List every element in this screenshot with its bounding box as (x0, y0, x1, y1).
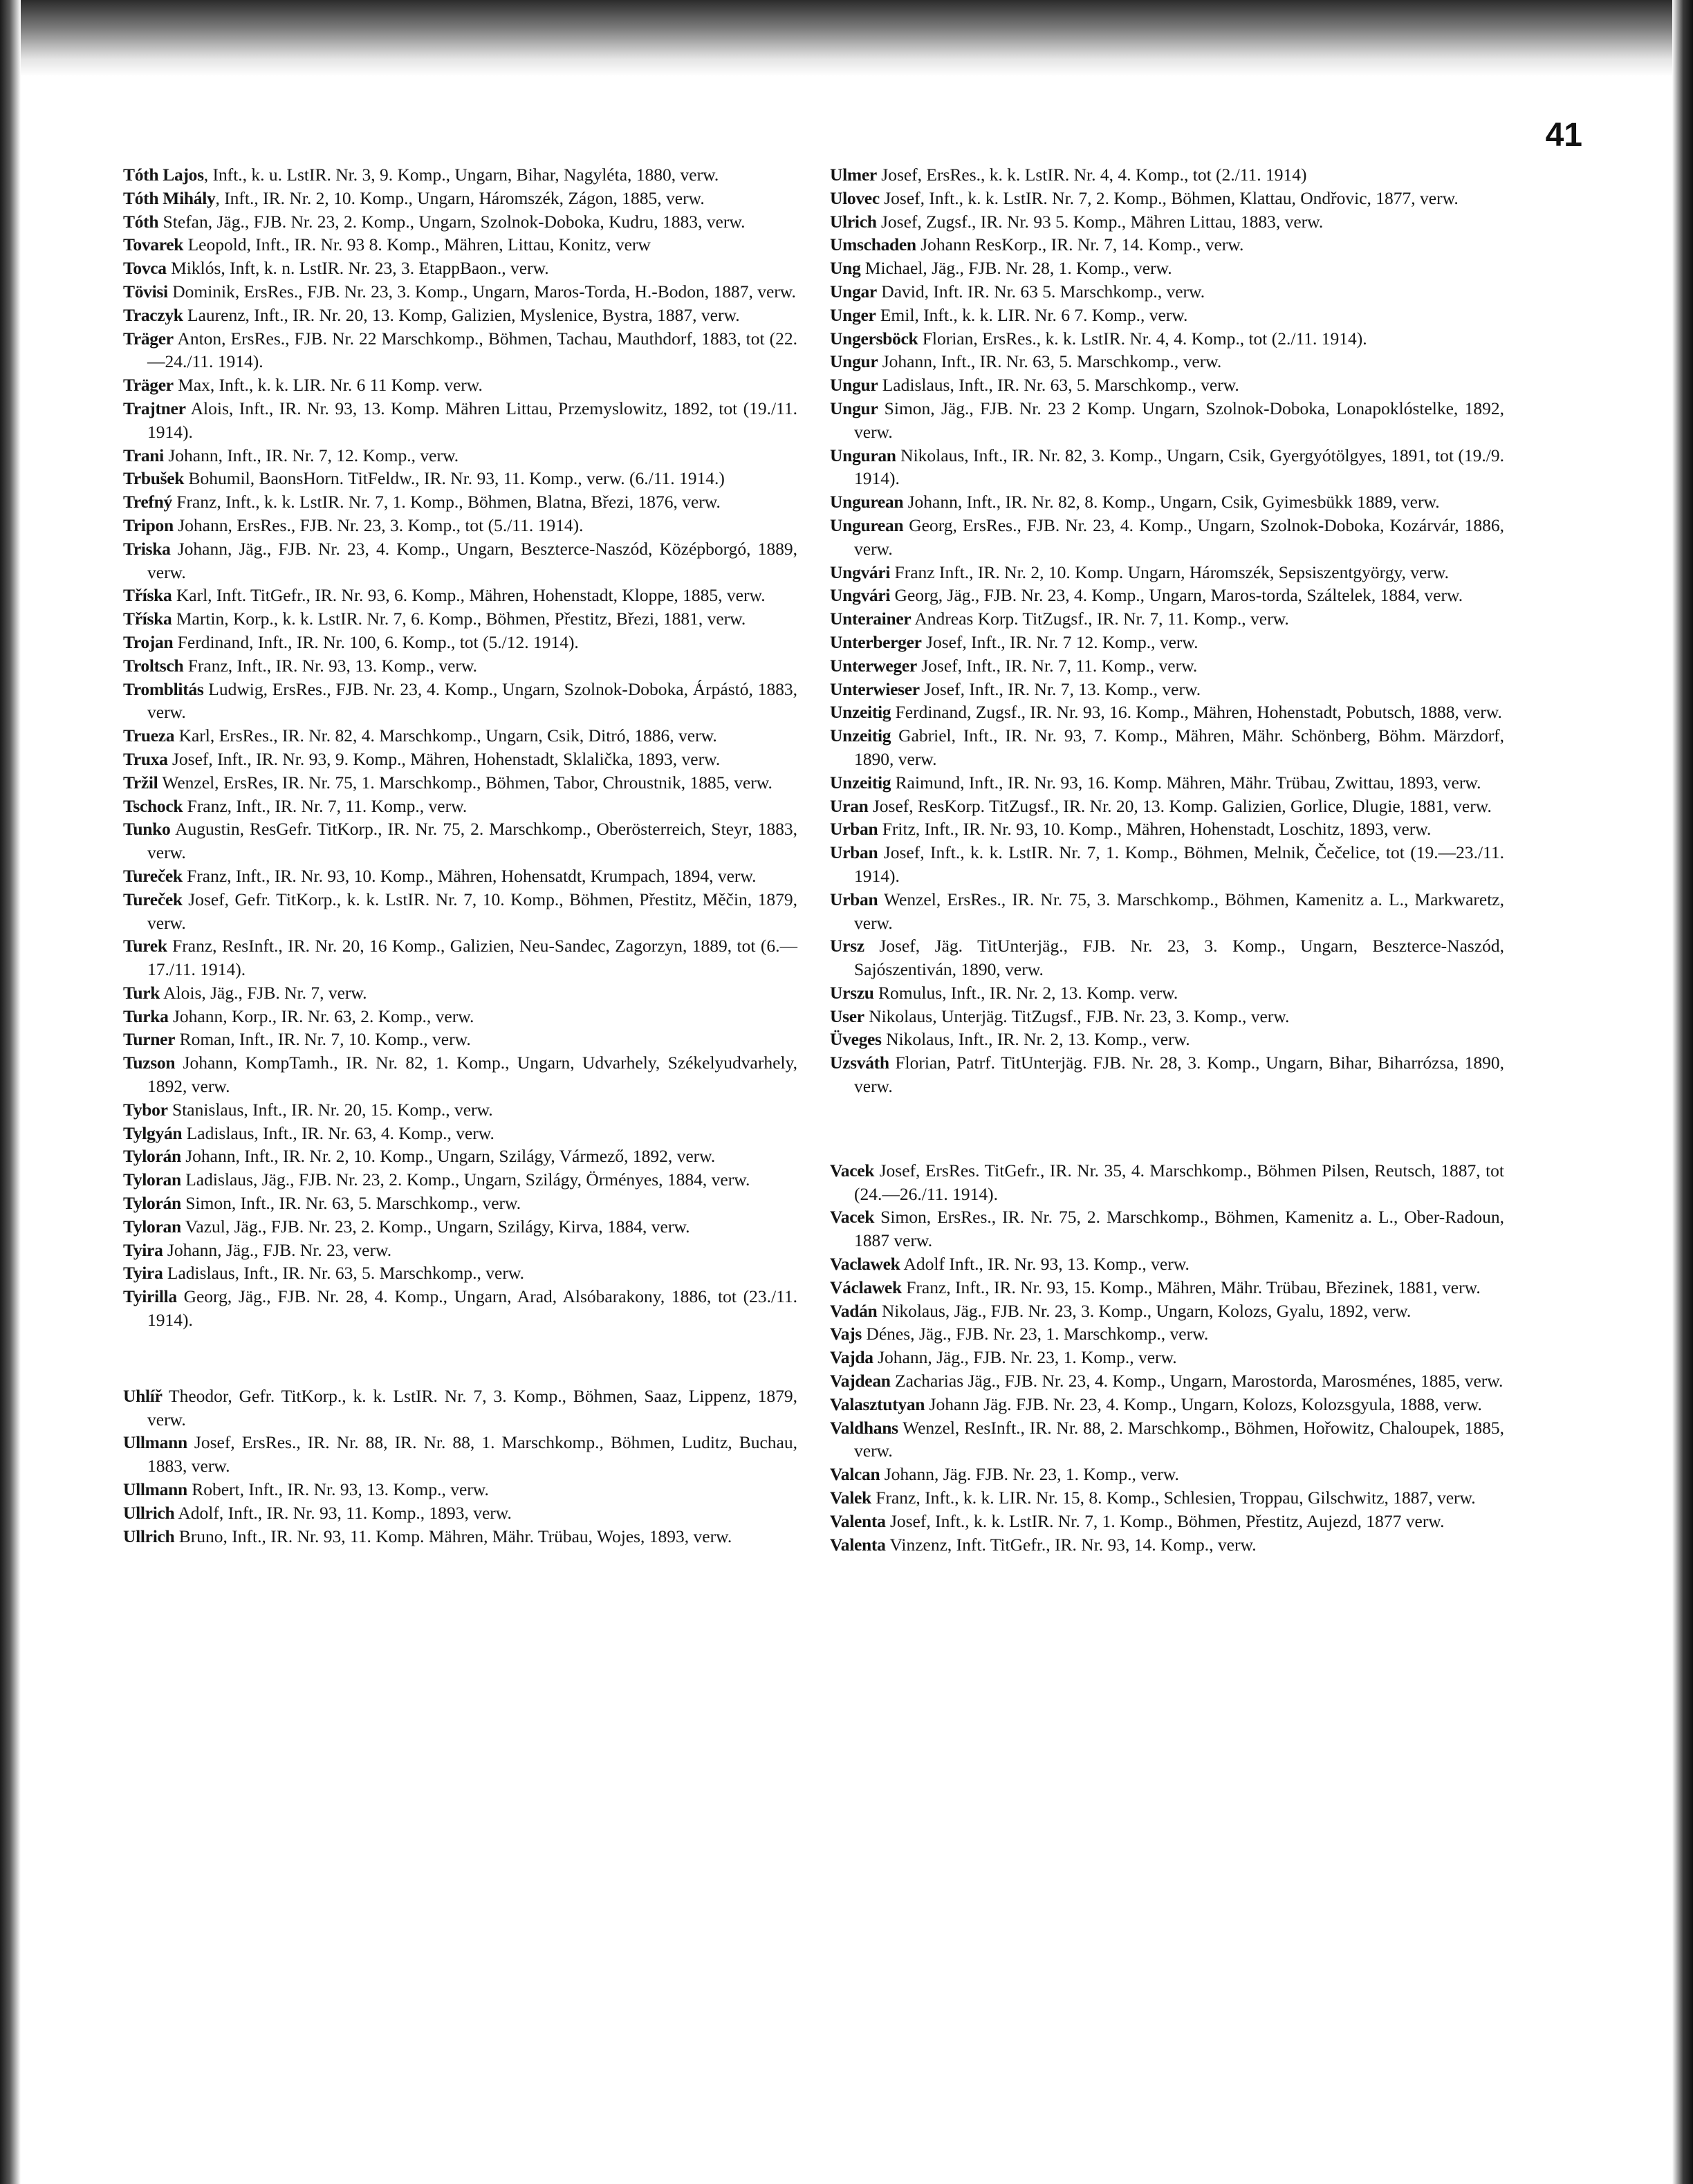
entry-details: Wenzel, ResInft., IR. Nr. 88, 2. Marschkomp., Böhmen, Hořowitz, Chaloupek, 1885, verw. (854, 1417, 1504, 1461)
entry-details: Johann, Inft., IR. Nr. 7, 12. Komp., verw. (163, 445, 459, 465)
entry-details: Johann, Jäg. FJB. Nr. 23, 1. Komp., verw. (880, 1464, 1179, 1485)
entry-details: Johann, Inft., IR. Nr. 82, 8. Komp., Ungarn, Csik, Gyimesbükk 1889, verw. (903, 492, 1440, 512)
entry-surname: Tržil (123, 772, 158, 793)
entry-details: Ladislaus, Inft., IR. Nr. 63, 4. Komp., verw. (182, 1122, 494, 1143)
entry-details: Florian, Patrf. TitUnterjäg. FJB. Nr. 28, 3. Komp., Ungarn, Bihar, Biharrózsa, 1890, verw. (854, 1053, 1504, 1097)
entry-details: Josef, Inft., k. k. LstIR. Nr. 7, 1. Komp., Böhmen, Melnik, Čečelice, tot (19.—23./11. 1914). (854, 842, 1504, 886)
entry-surname: Tschock (123, 795, 183, 816)
register-entry (830, 1028, 1504, 1051)
entry-surname: Valdhans (830, 1417, 898, 1438)
entry-details: Andreas Korp. TitZugsf., IR. Nr. 7, 11. Komp., verw. (911, 609, 1289, 629)
entry-details: Johann, ErsRes., FJB. Nr. 23, 3. Komp., tot (5./11. 1914). (173, 515, 584, 535)
register-entry (123, 1098, 797, 1122)
entry-details: Wenzel, ErsRes., IR. Nr. 75, 3. Marschkomp., Böhmen, Kamenitz a. L., Markwaretz, verw. (854, 889, 1504, 933)
register-entry (830, 350, 1504, 373)
register-entry (123, 210, 797, 234)
register-entry (123, 584, 797, 607)
entry-surname: Tureček (123, 865, 183, 886)
register-entry (830, 1252, 1504, 1276)
register-entry (123, 1145, 797, 1168)
register-entry (830, 654, 1504, 678)
register-entry (830, 1346, 1504, 1369)
entry-surname: Vadán (830, 1300, 878, 1321)
register-entry (123, 607, 797, 631)
register-entry (123, 280, 797, 304)
entry-details: Johann, Inft., IR. Nr. 2, 10. Komp., Ungarn, Szilágy, Vármező, 1892, verw. (181, 1146, 716, 1167)
scan-border-right (1672, 0, 1693, 2184)
register-entry (123, 678, 797, 725)
register-entry (123, 397, 797, 444)
entry-surname: Trbušek (123, 468, 185, 489)
register-entry (830, 607, 1504, 631)
entry-surname: Unger (830, 304, 876, 325)
register-entry (123, 257, 797, 280)
register-entry (830, 444, 1504, 491)
register-entry (830, 1005, 1504, 1028)
entry-surname: Vajda (830, 1347, 873, 1368)
register-entry (123, 1525, 797, 1548)
entry-details: Josef, Inft., IR. Nr. 93, 9. Komp., Mähren, Hohenstadt, Sklaličkа, 1893, verw. (167, 748, 721, 769)
entry-surname: Triska (123, 538, 171, 559)
entry-surname: Unzeitig (830, 702, 891, 723)
entry-surname: Unterwieser (830, 678, 920, 699)
entry-surname: Tříska (123, 585, 172, 606)
entry-details: Gabriel, Inft., IR. Nr. 93, 7. Komp., Mähren, Mähr. Schönberg, Böhm. Märzdorf, 1890, verw. (854, 725, 1504, 769)
entry-details: Adolf Inft., IR. Nr. 93, 13. Komp., verw. (900, 1254, 1190, 1275)
register-entry (830, 1051, 1504, 1098)
entry-details: Stanislaus, Inft., IR. Nr. 20, 15. Komp., verw. (167, 1099, 493, 1120)
entry-details: Ladislaus, Jäg., FJB. Nr. 23, 2. Komp., Ungarn, Szilágy, Örményes, 1884, verw. (181, 1169, 750, 1190)
register-entry (830, 1276, 1504, 1299)
entry-details: Josef, ErsRes., k. k. LstIR. Nr. 4, 4. Komp., tot (2./11. 1914) (876, 165, 1307, 185)
register-entry (123, 1215, 797, 1239)
entry-surname: Ullrich (123, 1502, 175, 1523)
entry-surname: Valcan (830, 1464, 880, 1485)
entry-surname: Tovarek (123, 234, 184, 255)
register-entry (123, 817, 797, 864)
entry-details: Miklós, Inft, k. n. LstIR. Nr. 23, 3. EtappBaon., verw. (166, 258, 549, 279)
entry-surname: Urban (830, 842, 878, 863)
entry-details: Franz, Inft., IR. Nr. 93, 13. Komp., verw. (183, 655, 478, 676)
entry-surname: Uran (830, 795, 869, 816)
right-column (830, 163, 1504, 1556)
entry-surname: Vajdean (830, 1371, 891, 1391)
register-entry (123, 233, 797, 257)
entry-surname: Tóth Lajos (123, 165, 204, 185)
register-entry (830, 701, 1504, 724)
section-gap (830, 1098, 1504, 1159)
entry-surname: Václawek (830, 1277, 902, 1297)
entry-surname: Unterainer (830, 609, 912, 629)
entry-surname: Tyirilla (123, 1286, 177, 1307)
register-entry (123, 724, 797, 748)
entry-details: Josef, ErsRes., IR. Nr. 88, IR. Nr. 88, 1. Marschkomp., Böhmen, Luditz, Buchau, 1883, verw. (147, 1432, 797, 1477)
entry-details: Johann, Inft., IR. Nr. 63, 5. Marschkomp., verw. (878, 351, 1222, 372)
register-entry (830, 981, 1504, 1005)
entry-surname: Turk (123, 982, 160, 1003)
entry-surname: Tuzson (123, 1053, 176, 1073)
entry-surname: Valenta (830, 1534, 886, 1555)
entry-surname: Ungur (830, 351, 878, 372)
register-entry (830, 514, 1504, 561)
entry-details: Max, Inft., k. k. LIR. Nr. 6 11 Komp. verw. (173, 375, 483, 396)
entry-surname: Tunko (123, 819, 171, 840)
entry-surname: Trefný (123, 492, 172, 512)
entry-details: Georg, Jäg., FJB. Nr. 23, 4. Komp., Ungarn, Maros-torda, Száltelek, 1884, verw. (890, 585, 1463, 606)
entry-details: Franz, Inft., IR. Nr. 7, 11. Komp., verw. (183, 795, 468, 816)
entry-details: Emil, Inft., k. k. LIR. Nr. 6 7. Komp., verw. (876, 304, 1188, 325)
register-entry (830, 934, 1504, 981)
entry-surname: User (830, 1006, 864, 1026)
entry-details: Josef, Jäg. TitUnterjäg., FJB. Nr. 23, 3. Komp., Ungarn, Beszterce-Naszód, Sajószentiván, 1890, verw. (854, 936, 1504, 980)
entry-surname: Ullmann (123, 1479, 187, 1500)
entry-surname: Trajtner (123, 398, 186, 418)
entry-details: Nikolaus, Inft., IR. Nr. 82, 3. Komp., Ungarn, Csik, Gyergyótölgyes, 1891, tot (19./9. 1914). (854, 445, 1504, 489)
entry-surname: Ungur (830, 375, 878, 396)
entry-surname: Ursz (830, 936, 864, 956)
register-entry (830, 1159, 1504, 1206)
section-u-cont (830, 163, 1504, 1098)
entry-details: Bohumil, BaonsHorn. TitFeldw., IR. Nr. 93, 11. Komp., verw. (6./11. 1914.) (184, 468, 725, 489)
section-gap (123, 1332, 797, 1385)
register-entry (123, 1051, 797, 1098)
register-entry (123, 981, 797, 1005)
entry-details: Nikolaus, Inft., IR. Nr. 2, 13. Komp., verw. (881, 1029, 1190, 1050)
entry-surname: Tylorán (123, 1146, 181, 1167)
register-entry (123, 467, 797, 490)
entry-details: Raimund, Inft., IR. Nr. 93, 16. Komp. Mähren, Mähr. Trübau, Zwittau, 1893, verw. (891, 772, 1481, 793)
section-t (123, 163, 797, 1332)
entry-details: Franz, Inft., IR. Nr. 93, 10. Komp., Mähren, Hohensatdt, Krumpach, 1894, verw. (182, 865, 757, 886)
entry-surname: Traczyk (123, 304, 183, 325)
register-entry (830, 888, 1504, 935)
entry-surname: Tovca (123, 258, 167, 279)
entry-details: Johann, Jäg., FJB. Nr. 23, 4. Komp., Ungarn, Beszterce-Naszód, Középborgó, 1889, verw. (147, 538, 797, 582)
entry-details: Franz, Inft., IR. Nr. 93, 15. Komp., Mähren, Mähr. Trübau, Březinek, 1881, verw. (901, 1277, 1481, 1297)
register-entry (830, 210, 1504, 234)
entry-surname: Unterweger (830, 655, 917, 676)
entry-surname: Ullrich (123, 1526, 175, 1546)
entry-details: Johann ResKorp., IR. Nr. 7, 14. Komp., verw. (916, 234, 1244, 255)
entry-details: Dénes, Jäg., FJB. Nr. 23, 1. Marschkomp., verw. (862, 1324, 1209, 1344)
register-entry (830, 1533, 1504, 1557)
register-entry (830, 817, 1504, 841)
entry-surname: Tylorán (123, 1193, 181, 1214)
entry-surname: Ungar (830, 281, 877, 302)
entry-surname: Ungurean (830, 515, 904, 535)
entry-surname: Unterberger (830, 631, 922, 652)
entry-details: Johann, Jäg., FJB. Nr. 23, 1. Komp., verw. (873, 1347, 1177, 1368)
entry-details: Josef, Gefr. TitKorp., k. k. LstIR. Nr. 7, 10. Komp., Böhmen, Přestitz, Měčin, 1879, verw. (147, 889, 797, 933)
register-entry (830, 771, 1504, 795)
entry-details: Vazul, Jäg., FJB. Nr. 23, 2. Komp., Ungarn, Szilágy, Kirva, 1884, verw. (181, 1216, 690, 1237)
register-entry (123, 1239, 797, 1262)
entry-details: Adolf, Inft., IR. Nr. 93, 11. Komp., 1893, verw. (174, 1502, 512, 1523)
entry-details: Nikolaus, Jäg., FJB. Nr. 23, 3. Komp., Ungarn, Kolozs, Gyalu, 1892, verw. (877, 1300, 1412, 1321)
entry-surname: Ungvári (830, 585, 891, 606)
register-entry (123, 1261, 797, 1285)
register-entry (123, 888, 797, 935)
entry-surname: Vaclawek (830, 1254, 900, 1275)
register-entry (123, 537, 797, 584)
register-entry (830, 1486, 1504, 1510)
entry-details: Ferdinand, Zugsf., IR. Nr. 93, 16. Komp., Mähren, Hohenstadt, Pobutsch, 1888, verw. (891, 702, 1502, 723)
register-entry (123, 1285, 797, 1332)
register-entry (123, 1028, 797, 1051)
entry-details: Ferdinand, Inft., IR. Nr. 100, 6. Komp., tot (5./12. 1914). (173, 631, 579, 652)
entry-details: Josef, Inft., k. k. LstIR. Nr. 7, 1. Komp., Böhmen, Přestitz, Aujezd, 1877 verw. (885, 1510, 1445, 1531)
entry-surname: Valek (830, 1488, 871, 1508)
entry-surname: Trojan (123, 631, 174, 652)
entry-surname: Vajs (830, 1324, 862, 1344)
entry-surname: Uhlíř (123, 1385, 163, 1406)
register-entry (830, 397, 1504, 444)
entry-details: Josef, Inft., IR. Nr. 7, 11. Komp., verw. (916, 655, 1198, 676)
entry-surname: Tóth (123, 211, 159, 232)
entry-details: Roman, Inft., IR. Nr. 7, 10. Komp., verw. (175, 1029, 471, 1050)
register-entry (123, 514, 797, 537)
register-entry (830, 373, 1504, 397)
entry-details: Franz, ResInft., IR. Nr. 20, 16 Komp., Galizien, Neu-Sandec, Zagorzyn, 1889, tot (6.—17./11. 1914). (147, 936, 797, 980)
entry-surname: Urszu (830, 982, 874, 1003)
entry-details: Karl, ErsRes., IR. Nr. 82, 4. Marschkomp., Ungarn, Csik, Ditró, 1886, verw. (174, 725, 717, 746)
register-entry (830, 490, 1504, 514)
entry-details: Bruno, Inft., IR. Nr. 93, 11. Komp. Mähren, Mähr. Trübau, Wojes, 1893, verw. (174, 1526, 732, 1546)
entry-details: Franz, Inft., k. k. LstIR. Nr. 7, 1. Komp., Böhmen, Blatna, Březi, 1876, verw. (172, 492, 721, 512)
register-entry (123, 1431, 797, 1478)
entry-details: Theodor, Gefr. TitKorp., k. k. LstIR. Nr. 7, 3. Komp., Böhmen, Saaz, Lippenz, 1879, verw. (147, 1385, 797, 1429)
entry-details: Leopold, Inft., IR. Nr. 93 8. Komp., Mähren, Littau, Konitz, verw (183, 234, 651, 255)
register-entry (830, 1322, 1504, 1346)
entry-surname: Tromblitás (123, 678, 204, 699)
entry-surname: Unzeitig (830, 772, 891, 793)
entry-details: Franz, Inft., k. k. LIR. Nr. 15, 8. Komp., Schlesien, Troppau, Gilschwitz, 1887, verw. (871, 1488, 1476, 1508)
entry-surname: Ungersböck (830, 328, 918, 349)
scan-border-left (0, 0, 21, 2184)
register-entry (830, 631, 1504, 654)
register-entry (830, 1510, 1504, 1533)
entry-surname: Troltsch (123, 655, 184, 676)
entry-details: Simon, Inft., IR. Nr. 63, 5. Marschkomp., verw. (181, 1193, 521, 1214)
entry-surname: Tříska (123, 609, 172, 629)
entry-surname: Ungur (830, 398, 878, 418)
entry-details: Romulus, Inft., IR. Nr. 2, 13. Komp. verw. (873, 982, 1178, 1003)
register-entry (830, 327, 1504, 351)
register-entry (123, 304, 797, 327)
register-entry (123, 1122, 797, 1145)
register-entry (830, 233, 1504, 257)
entry-surname: Unguran (830, 445, 896, 465)
entry-surname: Turek (123, 936, 167, 956)
entry-details: Fritz, Inft., IR. Nr. 93, 10. Komp., Mähren, Hohenstadt, Loschitz, 1893, verw. (878, 819, 1432, 840)
entry-details: Ludwig, ErsRes., FJB. Nr. 23, 4. Komp., Ungarn, Szolnok-Doboka, Árpástó, 1883, verw. (147, 678, 797, 723)
register-entry (123, 1501, 797, 1525)
register-entry (830, 584, 1504, 607)
entry-surname: Tövisi (123, 281, 168, 302)
entry-surname: Urban (830, 819, 878, 840)
register-entry (123, 327, 797, 374)
entry-details: Josef, Inft., IR. Nr. 7, 13. Komp., verw. (919, 678, 1201, 699)
entry-details: Simon, ErsRes., IR. Nr. 75, 2. Marschkomp., Böhmen, Kamenitz a. L., Ober-Radoun, 1887 verw. (854, 1207, 1504, 1251)
entry-surname: Träger (123, 328, 174, 349)
register-entry (123, 163, 797, 187)
entry-surname: Trani (123, 445, 164, 465)
entry-surname: Unzeitig (830, 725, 891, 746)
entry-surname: Ungvári (830, 562, 891, 582)
entry-surname: Truxa (123, 748, 168, 769)
entry-details: Josef, Inft., k. k. LstIR. Nr. 7, 2. Komp., Böhmen, Klattau, Ondřovic, 1877, verw. (879, 187, 1459, 208)
register-entry (830, 187, 1504, 210)
scan-border-top (0, 0, 1693, 76)
register-entry (830, 561, 1504, 584)
entry-details: Ladislaus, Inft., IR. Nr. 63, 5. Marschkomp., verw. (163, 1263, 524, 1284)
register-entry (123, 1385, 797, 1432)
register-entry (123, 444, 797, 468)
register-entry (830, 1416, 1504, 1463)
entry-details: Augustin, ResGefr. TitKorp., IR. Nr. 75, 2. Marschkomp., Oberösterreich, Steyr, 1883, verw. (147, 819, 797, 863)
entry-details: Zacharias Jäg., FJB. Nr. 23, 4. Komp., Ungarn, Marostorda, Marosménes, 1885, verw. (890, 1371, 1504, 1391)
entry-surname: Valasztutyan (830, 1394, 925, 1414)
entry-surname: Träger (123, 375, 174, 396)
register-entry (123, 1168, 797, 1192)
entry-details: , Inft., k. u. LstIR. Nr. 3, 9. Komp., Ungarn, Bihar, Nagyléta, 1880, verw. (203, 165, 719, 185)
entry-surname: Tóth Mihály (123, 187, 216, 208)
register-entry (123, 631, 797, 654)
register-entry (123, 490, 797, 514)
register-entry (830, 1299, 1504, 1323)
register-entry (830, 1369, 1504, 1393)
entry-details: Alois, Inft., IR. Nr. 93, 13. Komp. Mähren Littau, Przemyslowitz, 1892, tot (19./11. 1914). (147, 398, 797, 442)
register-entry (830, 280, 1504, 304)
entry-details: Robert, Inft., IR. Nr. 93, 13. Komp., verw. (187, 1479, 489, 1500)
left-column (123, 163, 797, 1548)
entry-surname: Urban (830, 889, 878, 909)
entry-details: Georg, ErsRes., FJB. Nr. 23, 4. Komp., Ungarn, Szolnok-Doboka, Kozárvár, 1886, verw. (854, 515, 1504, 559)
register-entry (123, 934, 797, 981)
entry-details: Anton, ErsRes., FJB. Nr. 22 Marschkomp., Böhmen, Tachau, Mauthdorf, 1883, tot (22.—24./11. 1914). (147, 328, 797, 372)
entry-surname: Valenta (830, 1510, 886, 1531)
entry-details: Wenzel, ErsRes, IR. Nr. 75, 1. Marschkomp., Böhmen, Tabor, Chroustnik, 1885, verw. (158, 772, 773, 793)
entry-surname: Tybor (123, 1099, 168, 1120)
entry-details: Dominik, ErsRes., FJB. Nr. 23, 3. Komp., Ungarn, Maros-Torda, H.-Bodon, 1887, verw. (167, 281, 796, 302)
entry-surname: Turka (123, 1006, 169, 1026)
entry-details: Stefan, Jäg., FJB. Nr. 23, 2. Komp., Ungarn, Szolnok-Doboka, Kudru, 1883, verw. (158, 211, 746, 232)
entry-details: Alois, Jäg., FJB. Nr. 7, verw. (160, 982, 367, 1003)
entry-surname: Ulmer (830, 165, 877, 185)
entry-surname: Üveges (830, 1029, 882, 1050)
register-entry (123, 771, 797, 795)
register-entry (830, 724, 1504, 771)
entry-surname: Tyira (123, 1263, 163, 1284)
register-entry (830, 304, 1504, 327)
entry-details: Laurenz, Inft., IR. Nr. 20, 13. Komp, Galizien, Myslenice, Bystra, 1887, verw. (183, 304, 740, 325)
entry-details: Franz Inft., IR. Nr. 2, 10. Komp. Ungarn, Háromszék, Sepsiszentgyörgy, verw. (890, 562, 1449, 582)
entry-details: , Inft., IR. Nr. 2, 10. Komp., Ungarn, Háromszék, Zágon, 1885, verw. (215, 187, 705, 208)
entry-surname: Ulovec (830, 187, 880, 208)
register-entry (830, 163, 1504, 187)
entry-details: Simon, Jäg., FJB. Nr. 23 2 Komp. Ungarn, Szolnok-Doboka, Lonapoklóstelke, 1892, verw. (854, 398, 1504, 442)
register-entry (830, 678, 1504, 701)
entry-details: Nikolaus, Unterjäg. TitZugsf., FJB. Nr. 23, 3. Komp., verw. (864, 1006, 1290, 1026)
entry-surname: Tyloran (123, 1169, 181, 1190)
entry-surname: Ullmann (123, 1432, 187, 1453)
entry-details: Michael, Jäg., FJB. Nr. 28, 1. Komp., verw. (860, 258, 1172, 279)
entry-surname: Tripon (123, 515, 174, 535)
entry-surname: Ung (830, 258, 861, 279)
entry-surname: Ulrich (830, 211, 877, 232)
entry-details: Karl, Inft. TitGefr., IR. Nr. 93, 6. Komp., Mähren, Hohenstadt, Kloppe, 1885, verw. (172, 585, 766, 606)
entry-surname: Vacek (830, 1160, 875, 1181)
entry-details: Johann, KompTamh., IR. Nr. 82, 1. Komp., Ungarn, Udvarhely, Székelyudvarhely, 1892, verw. (147, 1053, 797, 1097)
entry-details: Johann, Jäg., FJB. Nr. 23, verw. (163, 1239, 392, 1260)
register-entry (830, 795, 1504, 818)
entry-details: Ladislaus, Inft., IR. Nr. 63, 5. Marschkomp., verw. (878, 375, 1239, 396)
register-entry (123, 795, 797, 818)
entry-details: Johann, Korp., IR. Nr. 63, 2. Komp., verw. (168, 1006, 474, 1026)
entry-surname: Trueza (123, 725, 175, 746)
entry-surname: Tureček (123, 889, 183, 909)
section-u-start (123, 1385, 797, 1548)
entry-surname: Uzsváth (830, 1053, 889, 1073)
register-entry (123, 187, 797, 210)
entry-details: David, Inft. IR. Nr. 63 5. Marschkomp., verw. (876, 281, 1205, 302)
register-entry (830, 1205, 1504, 1252)
entry-surname: Tyira (123, 1239, 163, 1260)
entry-details: Florian, ErsRes., k. k. LstIR. Nr. 4, 4. Komp., tot (2./11. 1914). (918, 328, 1367, 349)
register-entry (830, 257, 1504, 280)
register-entry (123, 864, 797, 888)
section-v (830, 1159, 1504, 1557)
entry-details: Martin, Korp., k. k. LstIR. Nr. 7, 6. Komp., Böhmen, Přestitz, Březi, 1881, verw. (172, 609, 746, 629)
entry-surname: Turner (123, 1029, 176, 1050)
register-entry (123, 1005, 797, 1028)
page-number: 41 (1545, 117, 1582, 154)
register-entry (123, 373, 797, 397)
register-entry (123, 1478, 797, 1501)
register-entry (830, 841, 1504, 888)
register-entry (830, 1393, 1504, 1416)
register-entry (123, 1192, 797, 1215)
entry-surname: Ungurean (830, 492, 904, 512)
entry-surname: Umschaden (830, 234, 916, 255)
entry-surname: Tylgyán (123, 1122, 183, 1143)
entry-surname: Vacek (830, 1207, 875, 1228)
entry-details: Josef, ResKorp. TitZugsf., IR. Nr. 20, 13. Komp. Galizien, Gorlice, Dlugie, 1881, verw. (868, 795, 1492, 816)
entry-details: Johann Jäg. FJB. Nr. 23, 4. Komp., Ungarn, Kolozs, Kolozsgyula, 1888, verw. (925, 1394, 1482, 1414)
entry-details: Josef, Zugsf., IR. Nr. 93 5. Komp., Mähren Littau, 1883, verw. (876, 211, 1324, 232)
entry-details: Vinzenz, Inft. TitGefr., IR. Nr. 93, 14. Komp., verw. (885, 1534, 1257, 1555)
register-entry (123, 654, 797, 678)
register-entry (830, 1463, 1504, 1486)
entry-details: Josef, ErsRes. TitGefr., IR. Nr. 35, 4. Marschkomp., Böhmen Pilsen, Reutsch, 1887, tot (24.—26./11. 1914). (854, 1160, 1504, 1204)
entry-details: Josef, Inft., IR. Nr. 7 12. Komp., verw. (921, 631, 1199, 652)
entry-surname: Tyloran (123, 1216, 181, 1237)
entry-details: Georg, Jäg., FJB. Nr. 28, 4. Komp., Ungarn, Arad, Alsóbarakony, 1886, tot (23./11. 1914). (147, 1286, 797, 1331)
register-entry (123, 748, 797, 771)
